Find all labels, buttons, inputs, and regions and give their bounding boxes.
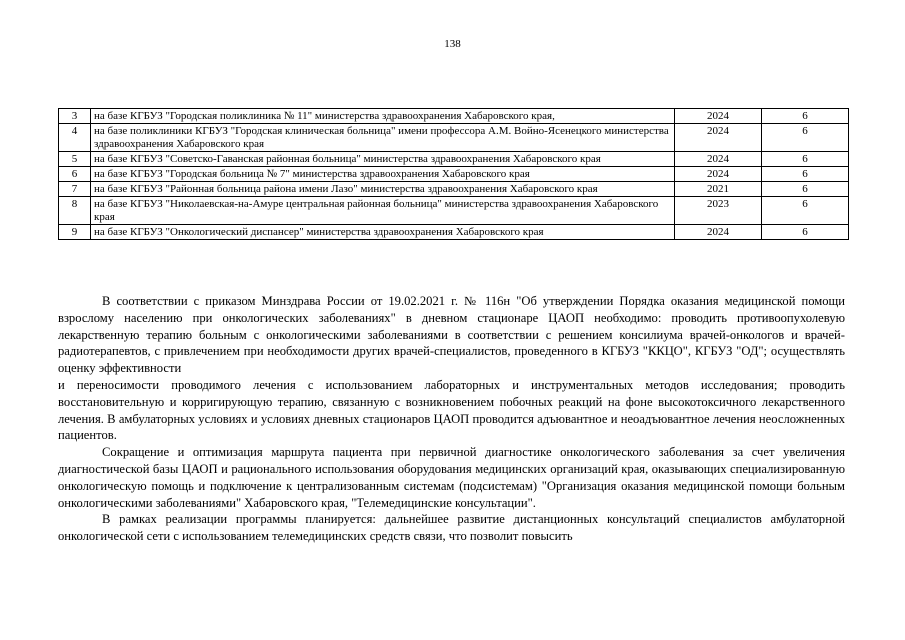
row-year: 2024 [675, 167, 762, 182]
table-row [59, 109, 849, 124]
row-value: 6 [762, 152, 849, 167]
row-number: 3 [59, 109, 91, 124]
paragraph: В рамках реализации программы планируется: дальнейшее развитие дистанционных консультаций специалистов амбулаторной онкологической сети с использованием телемедицинских средств связи, что позволит повысить [58, 512, 845, 544]
row-description: на базе КГБУЗ "Городская больница № 7" министерства здравоохранения Хабаровского края [91, 167, 675, 182]
row-description: на базе поликлиники КГБУЗ "Городская клиническая больница" имени профессора А.М. Войно-Ясенецкого министерства здравоохранения Хабаровского края [91, 124, 675, 152]
row-value: 6 [762, 124, 849, 152]
row-number: 4 [59, 124, 91, 152]
institutions-table [58, 108, 849, 240]
paragraph: Сокращение и оптимизация маршрута пациента при первичной диагностике онкологического заболевания за счет увеличения диагностической базы ЦАОП и рационального использования оборудования медицинских организаций края, оказывающих специализированную онкологическую помощь и подключение к централизованным системам (подсистемам) "Организация оказания медицинской помощи больным онкологическими заболеваниями" Хабаровского края, "Телемедицинские консультации". [58, 445, 845, 510]
page-number: 138 [444, 38, 461, 50]
row-description: на базе КГБУЗ "Районная больница района имени Лазо" министерства здравоохранения Хабаровского края [91, 182, 675, 197]
row-number: 7 [59, 182, 91, 197]
row-value: 6 [762, 109, 849, 124]
row-description: на базе КГБУЗ "Городская поликлиника № 11" министерства здравоохранения Хабаровского края, [91, 109, 675, 124]
row-number: 6 [59, 167, 91, 182]
row-year: 2021 [675, 182, 762, 197]
row-number: 5 [59, 152, 91, 167]
paragraph: и переносимости проводимого лечения с использованием лабораторных и инструментальных методов исследования; проводить восстановительную и корригирующую терапию, связанную с возникновением побочных реакций на фоне высокотоксичного лекарственного лечения. В амбулаторных условиях и условиях дневных стационаров ЦАОП проводится адъювантное и неоадъювантное лечения неосложненных пациентов. [58, 377, 845, 443]
row-year: 2024 [675, 152, 762, 167]
row-value: 6 [762, 182, 849, 197]
row-year: 2024 [675, 109, 762, 124]
row-number: 8 [59, 197, 91, 225]
body-text [58, 293, 845, 545]
row-year: 2024 [675, 124, 762, 152]
row-description: на базе КГБУЗ "Советско-Гаванская районная больница" министерства здравоохранения Хабаровского края [91, 152, 675, 167]
row-value: 6 [762, 197, 849, 225]
row-description: на базе КГБУЗ "Николаевская-на-Амуре центральная районная больница" министерства здравоохранения Хабаровского края [91, 197, 675, 225]
row-number: 9 [59, 225, 91, 240]
paragraph: В соответствии с приказом Минздрава России от 19.02.2021 г. № 116н "Об утверждении Порядка оказания медицинской помощи взрослому населению при онкологических заболеваниях" в дневном стационаре ЦАОП необходимо: проводить противоопухолевую лекарственную терапию больным с онкологическими заболеваниями в соответствии с решением консилиума врачей-онкологов и врачей-радиотерапевтов, с привлечением при необходимости других врачей-специалистов, проведенного в КГБУЗ "ККЦО", КГБУЗ "ОД"; осуществлять оценку эффективности [58, 294, 845, 376]
table-row [59, 167, 849, 182]
table-row [59, 197, 849, 225]
row-year: 2024 [675, 225, 762, 240]
table-row [59, 124, 849, 152]
row-value: 6 [762, 225, 849, 240]
row-value: 6 [762, 167, 849, 182]
table-row [59, 225, 849, 240]
table-row [59, 152, 849, 167]
row-year: 2023 [675, 197, 762, 225]
row-description: на базе КГБУЗ "Онкологический диспансер" министерства здравоохранения Хабаровского края [91, 225, 675, 240]
table-row [59, 182, 849, 197]
